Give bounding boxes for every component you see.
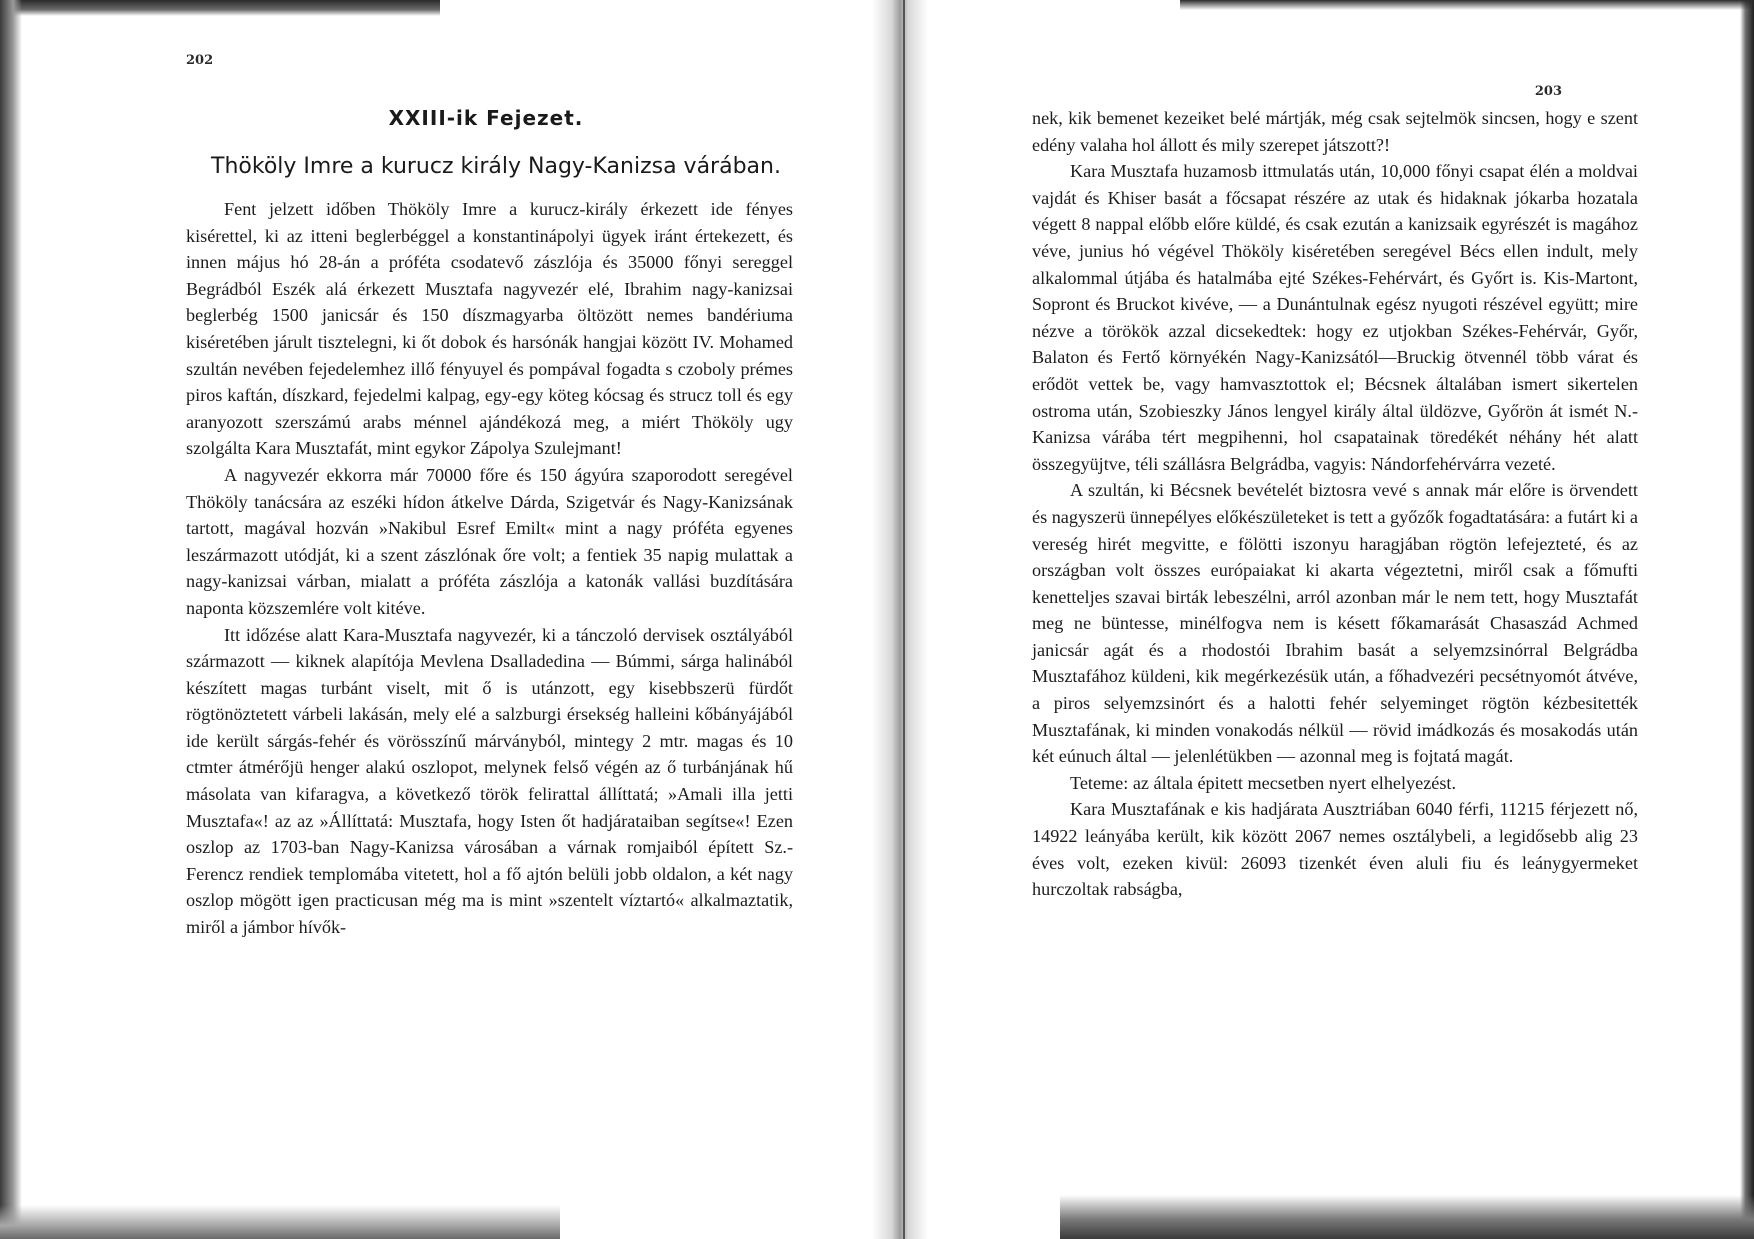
paragraph: A nagyvezér ekkorra már 70000 főre és 150 ágyúra szaporodott seregével Thököly tanácsára az eszéki hídon átkelve Dárda, Szigetvár és Nagy-Kanizsának tartott, magával hozván »Nakibul Esref Emilt« mint a nagy próféta egyenes leszármazott utódját, ki a szent zászlónak őre volt; a fentiek 35 napig mulattak a nagy-kanizsai várban, mialatt a próféta zászlója a katonák vallási buzdítására naponta közszemlére volt kitéve. [186, 464, 793, 618]
paragraph: Teteme: az általa épitett mecsetben nyert elhelyezést. [1070, 772, 1457, 793]
paragraph-continuation: nek, kik bemenet kezeiket belé mártják, még csak sejtelmök sincsen, hogy e szent edény valaha hol állott és mily szerepet játszott?! [1032, 108, 1638, 155]
right-page [905, 0, 1754, 1239]
right-page-body [1032, 105, 1638, 903]
paragraph: Kara Musztafa huzamosb ittmulatás után, 10,000 főnyi csapat élén a moldvai vajdát és Khiser basát a főcsapat részére az utak és hidaknak jókarba hozatala végett 8 nappal előbb előre küldé, és csak ezután a kanizsaik egyrészét is magához véve, junius hó végével Thököly kiséretében seregével Bécs ellen indult, mely alkalommal útjába és hatalmába ejté Székes-Fehérvárt, és Győrt is. Kis-Martont, Sopront és Bruckot kivéve, — a Dunántulnak egész nyugoti részével együtt; mire nézve a törökök azzal dicsekedtek: hogy ez utjokban Székes-Fehérvár, Győr, Balaton és Fertő környékén Nagy-Kanizsától—Bruckig ötvennél több várat és erődöt vettek be, vagy hamvasztottok el; Bécsnek általában ismert sikertelen ostroma után, Szobieszky János lengyel király által üldözve, Győrön át ismét N.-Kanizsa várába tért megpihenni, hol csapatainak töredékét néhány hét alatt összegyüjtve, téli szállásra Belgrádba, vagyis: Nándorfehérvárra vezeté. [1032, 161, 1638, 474]
left-page-body [186, 196, 793, 941]
page-number-left: 202 [186, 53, 214, 68]
paragraph: Fent jelzett időben Thököly Imre a kurucz-király érkezett ide fényes kisérettel, ki az itteni beglerbéggel a konstantinápolyi ügyek iránt értekezett, és innen május hó 28-án a próféta csodatevő zászlója és 35000 főnyi sereggel Begrádból Eszék alá érkezett Musztafa nagyvezér elé, Ibrahim nagy-kanizsai beglerbég 1500 janicsár és 150 díszmagyarba öltözött nemes bandériuma kiséretében járult tisztelegni, ki őt dobok és harsónák hangjai között IV. Mohamed szultán nevében fejedelemhez illő fényuyel és pompával fogadta s czoboly prémes piros kaftán, díszkard, fejedelmi kalpag, egy-egy köteg kócsag és strucz toll és egy aranyozott szerszámú arabs ménnel ajándékozá meg, a miért Thököly ugy szolgálta Kara Musztafát, mint egykor Zápolya Szulejmant! [186, 199, 793, 459]
chapter-subtitle: Thököly Imre a kurucz király Nagy-Kanizsa várában. [211, 154, 781, 179]
paragraph: Itt időzése alatt Kara-Musztafa nagyvezér, ki a tánczoló dervisek osztályából származott — kiknek alapítója Mevlena Dsalladedina — Búmmi, sárga halinából készített magas turbánt viselt, mit ő is utánzott, egy kisebbszerü fürdőt rögtönöztetett várbeli lakásán, mely elé a salzburgi érsekség halleini kőbányájából ide került sárgás-fehér és vörösszínű márványból, mintegy 2 mtr. magas és 10 ctmter átmérőjü henger alakú oszlopot, melynek felső végén az ő turbánjának hű másolata van kifaragva, a következő török felirattal állíttatá; »Amali illa jetti Musztafa«! az az »Állíttatá: Musztafa, hogy Isten őt hadjárataiban segítse«! Ezen oszlop az 1703-ban Nagy-Kanizsa városában a várnak romjaiból épített Sz.-Ferencz rendiek templomába vitetett, hol a fő ajtón belüli jobb oldalon, a két nagy oszlop mögött igen practicusan még ma is mint »szentelt víztartó« alkalmaztatik, miről a jámbor hívők- [186, 624, 793, 938]
page-number-right: 203 [1534, 84, 1562, 99]
paragraph: A szultán, ki Bécsnek bevételét biztosra vevé s annak már előre is örvendett és nagyszerü ünnepélyes előkészületeket is tett a győzők fogadtatására: a futárt ki a vereség hirét megvitte, e fölötti iszonyu haragjában rögtön lefejezteté, és az országban volt összes európaiakat ki akarta végeztetni, miről csak a főmufti kenetteljes szavai birták lebeszélni, arról azonban már le nem tett, hogy Musztafát meg ne büntesse, minélfogva nem is késett főkamarását Chasaszád Achmed janicsár agát és a rhodostói Ibrahim basát a selyemzsinórral Belgrádba Musztafához küldeni, kik megérkezésük után, a főhadvezéri pecsétnyomót átvéve, a piros selyemzsinórt és a halotti fehér selyeminget rögtön kézbesitették Musztafának, ki minden vonakodás nélkül — rövid imádkozás és mosakodás után két eúnuch által — jelenlétükben — azonnal meg is fojtatá magát. [1032, 480, 1639, 767]
chapter-title: XXIII-ik Fejezet. [388, 106, 584, 130]
paragraph: Kara Musztafának e kis hadjárata Ausztriában 6040 férfi, 11215 férjezett nő, 14922 leányába került, kik között 2067 nemes osztálybeli, a legidősebb alig 23 éves volt, ezeken kivül: 26093 tizenkét éven aluli fiu és leánygyermeket hurczoltak rabságba, [1032, 799, 1638, 900]
